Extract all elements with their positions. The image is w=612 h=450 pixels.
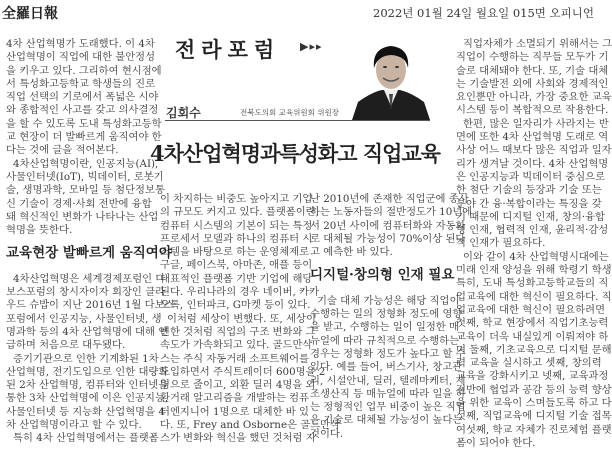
- text-line: 이 차지하는 비중도 높아지고 기업: [160, 193, 313, 205]
- text-line: 것이다.: [310, 427, 344, 440]
- text-line: 한 첨단 기술의 등장과 기술 또는: [456, 184, 602, 197]
- text-line: 술로 대체돼야 한다. 또, 기술 대체: [456, 64, 609, 77]
- text-line: 있다. 예를 들어, 버스기사, 창고관: [310, 361, 463, 374]
- text-line: 특히 4차 산업혁명에서는 플랫폼: [13, 432, 159, 445]
- text-line: 사상 어느 때보다 많은 직업과 일자: [456, 144, 612, 157]
- text-line: 도입하면서 주식트레이더 600명을 2: [160, 365, 326, 378]
- text-line: 이와 같이 4차 산업혁명시대에는: [463, 250, 609, 263]
- text-line: 고 예측한 바 있다.: [310, 246, 393, 259]
- text-line: 오톡, 인터파크, G마켓 등이 있다.: [160, 299, 311, 312]
- text-line: 4차 산업혁명가 도래했다. 이 4차: [6, 38, 155, 50]
- text-line: 대표적인 플랫폼 기반 기업에 해당: [160, 272, 313, 285]
- text-line: 조생산직 등 매뉴얼에 따라 일을 하: [310, 387, 466, 400]
- text-line: 분야 간 융·복합이라는 특징을 갖: [456, 197, 602, 210]
- paragraph: [310, 193, 473, 259]
- paragraph: [6, 157, 165, 238]
- text-line: 구글, 페이스북, 아마존, 애플 등이: [160, 259, 313, 272]
- text-line: 교 현장이 더 발빠르게 움직여야 한: [6, 131, 162, 144]
- text-line: 명으로 줄이고, 외환 딜러 4명을 외: [160, 379, 316, 392]
- text-line: 는 정형적인 업무 비중이 높은 직업: [310, 401, 466, 414]
- paragraph: [456, 250, 612, 450]
- text-line: 술, 생명과학, 모바일 등 첨단정보통: [6, 184, 165, 197]
- text-line: 4차산업혁명이란, 인공지능(AI),: [13, 157, 159, 170]
- text-line: 신 기술이 경제·사회 전반에 융합: [6, 197, 152, 210]
- text-line: 사물인터넷 등 지능화 산업혁명을 4: [6, 405, 165, 418]
- text-line: 증기기관으로 인한 기계화된 1차: [13, 352, 159, 365]
- text-line: 와 종합적인 사고를 갖고 의사결정: [6, 104, 159, 117]
- text-line: 환거래 알고리즘을 개발하는 컴퓨: [160, 392, 310, 405]
- text-line: 수행하는 일의 정형화 정도에 영향: [310, 308, 463, 321]
- article-column-4: [456, 38, 612, 450]
- text-line: 력 교육을 실시하고 셋째, 창의력: [456, 357, 602, 370]
- text-line: 폼이 되어야 한다.: [456, 436, 536, 449]
- paragraph: [160, 193, 319, 313]
- text-line: 시스템 등이 복합적으로 작용한다.: [456, 104, 609, 117]
- text-line: 리가 생겨날 것이다. 4차 산업혁명: [456, 157, 609, 170]
- column-title: 전라포럼: [175, 38, 281, 62]
- text-line: 우드 슈밥이 지난 2016년 1월 다보스: [6, 299, 175, 312]
- text-line: 난 2010년에 존재한 직업군에 종사: [310, 193, 469, 205]
- text-line: 사물인터넷(IoT), 빅데이터, 로봇기: [6, 170, 164, 183]
- text-line: 산업혁명, 전기도입으로 인한 대량화: [6, 365, 169, 378]
- arrows-icon: ▶▸▸: [300, 40, 323, 53]
- text-line: 프로세서 모델과 하나의 컴퓨터 시: [160, 232, 313, 245]
- paragraph: [6, 432, 159, 445]
- text-line: 이처럼 세상이 변했다. 또, 세상이: [167, 312, 316, 325]
- section-subheading: 교육현장 발빠르게 움직여야: [6, 245, 172, 262]
- paragraph: [456, 38, 612, 118]
- text-line: 혁명을 뜻한다.: [6, 224, 73, 237]
- text-line: 첫째, 학교 현장에서 직업기초능력: [456, 317, 609, 330]
- text-line: 직업자체가 소멸되기 위해서는 그: [463, 38, 612, 50]
- text-line: 통한 3차 산업혁명에 이은 인공지능,: [6, 392, 169, 405]
- text-line: 여섯째, 학교 자체가 진로체험 플랫: [456, 423, 612, 436]
- text-line: 은 기술로 대체될 가능성이 높다는: [310, 414, 463, 427]
- text-line: 산업혁명이 직업에 대한 불안정성: [6, 51, 156, 64]
- paragraph: [456, 117, 612, 251]
- text-line: 명과학 등의 4차 산업혁명에 대해 언: [6, 325, 169, 338]
- text-line: 적 인재가 필요하다.: [456, 237, 546, 250]
- text-line: 기술 대체 가능성은 해당 직업이: [317, 294, 460, 307]
- article-headline: 4차산업혁명과특성화고 직업교육: [150, 141, 440, 166]
- text-line: 급하며 처음으로 대두됐다.: [6, 339, 126, 352]
- text-line: 포럼에서 인공지능, 사물인터넷, 생: [6, 312, 162, 325]
- text-line: 스가 변화와 혁신을 했던 것처럼 지: [160, 432, 316, 445]
- text-line: 특히, 도내 특성화고등학교들의 직: [456, 277, 609, 290]
- text-line: 4차산업혁명은 세계경제포럼인 다: [13, 272, 166, 285]
- text-line: 교육을 강화시키고 넷째, 교육과정: [456, 370, 609, 383]
- text-line: 터엔지니어 1명으로 대체한 바 있: [160, 405, 309, 418]
- text-line: 을 할 수 있도록 도내 특성화고등학: [6, 117, 162, 130]
- section-subheading: 디지털·창의형 인재 필요: [310, 267, 455, 284]
- text-line: 섯째, 직업교육에 디지털 기술 접목: [456, 410, 612, 423]
- text-line: 돼 혁신적인 변화가 나타나는 산업: [6, 210, 159, 223]
- text-line: 는 기술발전 외에 사회와 경제적인: [456, 77, 609, 90]
- text-line: 직업이 수행하는 직무들 모두가 기: [456, 51, 609, 64]
- text-line: 직업 선택의 기로에서 폭넓은 시야: [6, 91, 159, 104]
- text-line: 된 2차 산업혁명, 컴퓨터와 인터넷을: [6, 379, 169, 392]
- text-line: 스템을 바탕으로 하는 운영체제로: [160, 246, 310, 259]
- text-line: 다는 것에 글을 적어본다.: [6, 144, 119, 157]
- text-line: 리, 시설안내, 딜러, 텔레마케터, 제: [310, 374, 466, 387]
- text-line: 뉴얼에 따라 규칙적으로 수행하는: [310, 334, 460, 347]
- text-line: 된다. 우리나라의 경우 네이버, 카카: [160, 286, 319, 299]
- text-line: 서 특성화고등학교 학생들의 진로: [6, 77, 156, 90]
- text-line: 하는 노동자들의 절반정도가 10년에: [310, 206, 473, 219]
- article-column-1: [6, 38, 175, 446]
- text-line: 을 받고, 수행하는 일이 일정한 매: [310, 321, 459, 334]
- text-line: 의 규모도 커지고 있다. 플랫폼이란,: [160, 206, 319, 219]
- author-role: 전북도의회 교육위원회 위원장: [240, 108, 339, 117]
- text-line: 업교육에 대한 혁신이 필요하다. 직: [456, 290, 612, 303]
- text-line: 다. 또, Frey and Osborne은 골드만삭: [160, 419, 341, 432]
- text-line: 을 위한 교육이 스며들도록 하고 다: [456, 397, 612, 410]
- text-line: 한편, 많은 일자리가 사라지는 반: [463, 117, 609, 130]
- text-line: 변한 것처럼 직업의 구조 변화와 그: [160, 325, 316, 338]
- text-line: 기 때문에 디지털 인재, 창의·융합: [456, 210, 605, 223]
- paragraph: [6, 352, 169, 433]
- text-line: 서 20년 사이에 컴퓨터화와 자동화: [310, 219, 466, 232]
- text-line: 은 인공지능과 빅데이터 중심으로: [456, 170, 606, 183]
- text-line: 로 대체될 가능성이 70%이상 된다: [310, 232, 466, 245]
- text-line: 형 인재, 협력적 인재, 윤리적·감성: [456, 224, 609, 237]
- text-line: 차 산업혁명이라고 할 수 있다.: [6, 419, 142, 432]
- dateline: 2022년 01월 24일 월요일 015면 오피니언: [373, 6, 594, 20]
- text-line: 교육이 더욱 내실있게 이뤄져야 하: [456, 330, 609, 343]
- text-line: 미래 인재 양성을 위해 학령기 학생: [456, 264, 612, 277]
- paragraph: [6, 272, 175, 353]
- text-line: 스는 주식 자동거래 소프트웨어를: [160, 352, 310, 365]
- paragraph: [6, 38, 162, 158]
- article-column-3: [310, 193, 473, 441]
- text-line: 전반에 협업과 공감 등의 능력 향상: [456, 383, 612, 396]
- text-line: 속도가 가속화되고 있다. 골드만삭: [160, 339, 313, 352]
- author-name: 김회수: [166, 106, 201, 120]
- byline-divider: [165, 120, 430, 121]
- text-line: 을 키우고 있다. 그리하여 현시점에: [6, 64, 162, 77]
- text-line: 컴퓨터 시스템의 기본이 되는 특정: [160, 219, 313, 232]
- text-line: 면에 또한 4차 산업혁명 도래로 역: [456, 131, 609, 144]
- text-line: 며 둘째, 기초교육으로 디지털 문해: [456, 343, 612, 356]
- text-line: 경우는 정형화 정도가 높다고 할 수: [310, 347, 466, 360]
- paragraph: [310, 294, 466, 441]
- text-line: 보스포럼의 창시자이자 회장인 클라: [6, 286, 166, 299]
- author-photo: [352, 40, 430, 120]
- text-line: 요인뿐만 아니라, 가장 중요한 교육: [456, 91, 612, 104]
- text-line: 업교육에 대한 혁신이 필요하려면: [456, 303, 606, 316]
- newspaper-masthead: 全羅日報: [2, 6, 58, 22]
